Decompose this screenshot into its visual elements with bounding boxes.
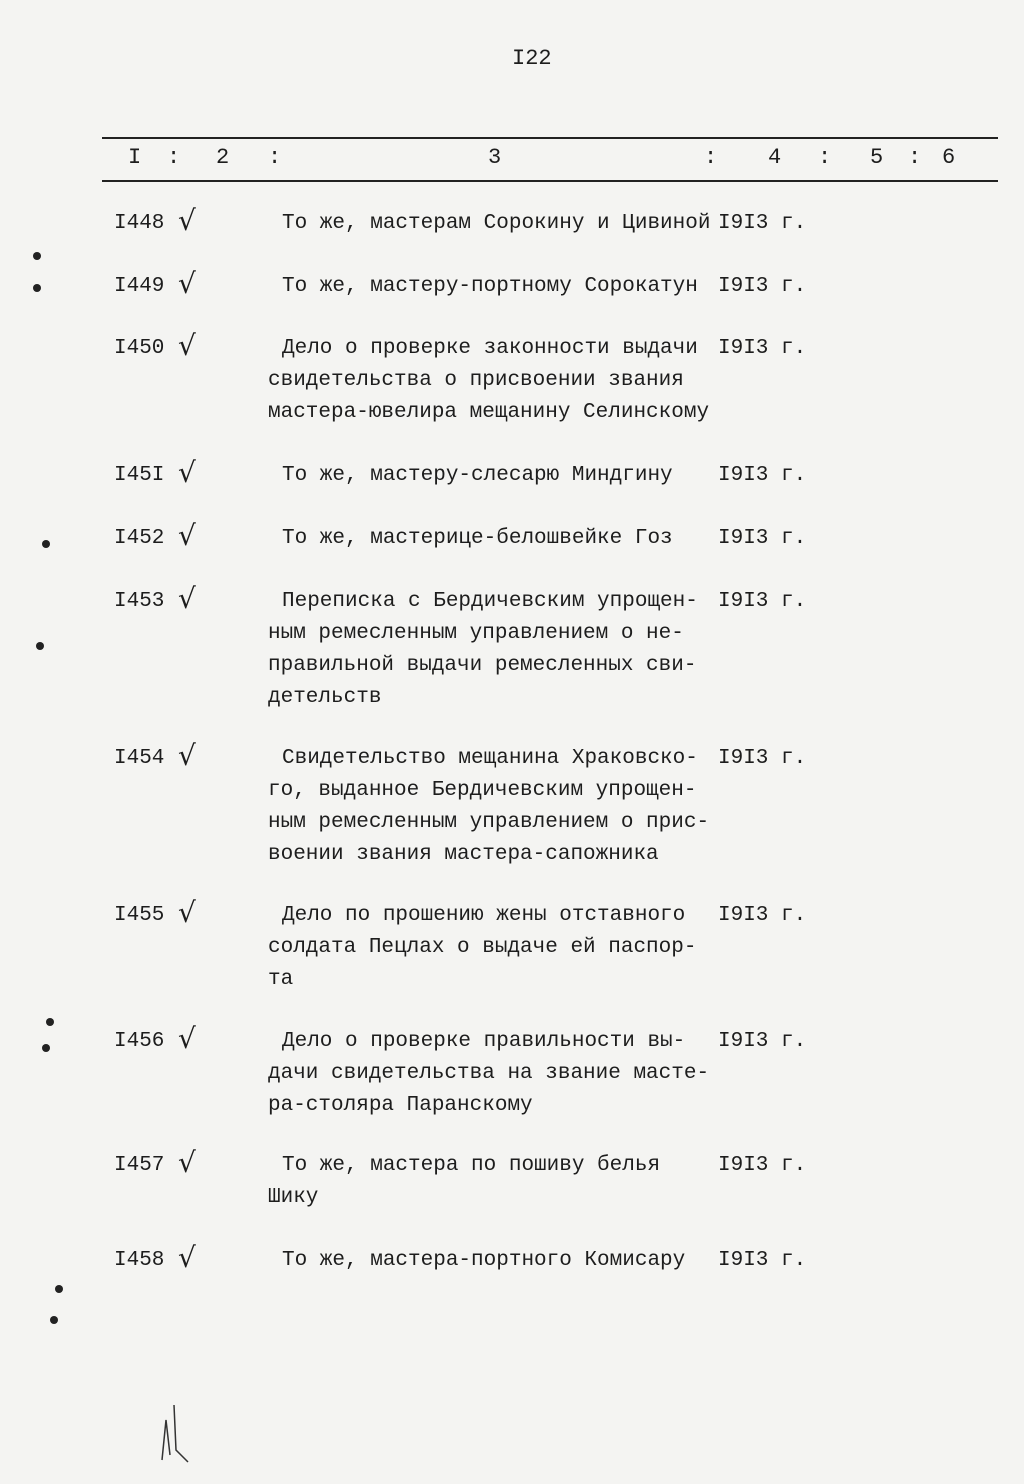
check-mark-icon: √ bbox=[178, 1241, 196, 1274]
check-mark-icon: √ bbox=[178, 329, 196, 362]
entry-number: I449 bbox=[114, 275, 165, 298]
entry-description-line: дачи свидетельства на звание масте- bbox=[268, 1062, 710, 1085]
page-number: I22 bbox=[512, 46, 552, 71]
entry-number: I456 bbox=[114, 1030, 165, 1053]
separator: : bbox=[704, 145, 718, 170]
check-mark-icon: √ bbox=[178, 896, 196, 929]
column-2-header: 2 bbox=[216, 145, 230, 170]
column-1-header: I bbox=[128, 145, 142, 170]
handwritten-mark bbox=[150, 1400, 200, 1470]
entry-description-line: ра-столяра Паранскому bbox=[268, 1094, 533, 1117]
entry-description-line: То же, мастера по пошиву белья bbox=[282, 1154, 661, 1177]
entry-description-line: ным ремесленным управлением о прис- bbox=[268, 811, 710, 834]
entry-description-line: То же, мастеру-портному Сорокатун bbox=[282, 275, 698, 298]
punch-hole-mark bbox=[42, 540, 50, 548]
check-mark-icon: √ bbox=[178, 1022, 196, 1055]
entry-description-line: детельств bbox=[268, 686, 382, 709]
entry-description-line: свидетельства о присвоении звания bbox=[268, 369, 684, 392]
column-6-header: 6 bbox=[942, 145, 956, 170]
punch-hole-mark bbox=[55, 1285, 63, 1293]
entry-description-line: Дело о проверке правильности вы- bbox=[282, 1030, 686, 1053]
check-mark-icon: √ bbox=[178, 519, 196, 552]
entry-year: I9I3 г. bbox=[718, 1030, 807, 1053]
header-top-rule bbox=[102, 137, 998, 139]
entry-year: I9I3 г. bbox=[718, 212, 807, 235]
check-mark-icon: √ bbox=[178, 739, 196, 772]
entry-description-line: Переписка с Бердичевским упрощен- bbox=[282, 590, 698, 613]
entry-description-line: То же, мастеру-слесарю Миндгину bbox=[282, 464, 673, 487]
entry-year: I9I3 г. bbox=[718, 904, 807, 927]
entry-description-line: Дело по прошению жены отставного bbox=[282, 904, 686, 927]
punch-hole-mark bbox=[50, 1316, 58, 1324]
entry-year: I9I3 г. bbox=[718, 464, 807, 487]
entry-year: I9I3 г. bbox=[718, 747, 807, 770]
entry-description-line: Дело о проверке законности выдачи bbox=[282, 337, 698, 360]
entry-description-line: солдата Пецлах о выдаче ей паспор- bbox=[268, 936, 697, 959]
entry-description-line: воении звания мастера-сапожника bbox=[268, 843, 659, 866]
header-bottom-rule bbox=[102, 180, 998, 182]
entry-year: I9I3 г. bbox=[718, 337, 807, 360]
entry-number: I45I bbox=[114, 464, 165, 487]
punch-hole-mark bbox=[36, 642, 44, 650]
check-mark-icon: √ bbox=[178, 582, 196, 615]
check-mark-icon: √ bbox=[178, 267, 196, 300]
entry-number: I452 bbox=[114, 527, 165, 550]
column-5-header: 5 bbox=[870, 145, 884, 170]
entry-number: I453 bbox=[114, 590, 165, 613]
punch-hole-mark bbox=[46, 1018, 54, 1026]
separator: : bbox=[818, 145, 832, 170]
separator: : bbox=[908, 145, 922, 170]
entry-description-line: правильной выдачи ремесленных сви- bbox=[268, 654, 697, 677]
entry-description-line: То же, мастерам Сорокину и Цивиной bbox=[282, 212, 711, 235]
entry-description-line: То же, мастерице-белошвейке Гоз bbox=[282, 527, 673, 550]
entry-description-line: То же, мастера-портного Комисару bbox=[282, 1249, 686, 1272]
entry-number: I455 bbox=[114, 904, 165, 927]
entry-description-line: ным ремесленным управлением о не- bbox=[268, 622, 684, 645]
separator: : bbox=[268, 145, 282, 170]
entry-description-line: Шику bbox=[268, 1186, 319, 1209]
check-mark-icon: √ bbox=[178, 204, 196, 237]
entry-number: I457 bbox=[114, 1154, 165, 1177]
entry-year: I9I3 г. bbox=[718, 1154, 807, 1177]
entry-number: I458 bbox=[114, 1249, 165, 1272]
separator: : bbox=[167, 145, 181, 170]
entry-description-line: мастера-ювелира мещанину Селинскому bbox=[268, 401, 710, 424]
entry-number: I450 bbox=[114, 337, 165, 360]
entry-description-line: та bbox=[268, 968, 294, 991]
entry-number: I448 bbox=[114, 212, 165, 235]
column-3-header: 3 bbox=[488, 145, 502, 170]
entry-year: I9I3 г. bbox=[718, 527, 807, 550]
punch-hole-mark bbox=[33, 284, 41, 292]
punch-hole-mark bbox=[33, 252, 41, 260]
check-mark-icon: √ bbox=[178, 1146, 196, 1179]
entry-year: I9I3 г. bbox=[718, 275, 807, 298]
entry-year: I9I3 г. bbox=[718, 590, 807, 613]
column-4-header: 4 bbox=[768, 145, 782, 170]
punch-hole-mark bbox=[42, 1044, 50, 1052]
entry-number: I454 bbox=[114, 747, 165, 770]
entry-year: I9I3 г. bbox=[718, 1249, 807, 1272]
check-mark-icon: √ bbox=[178, 456, 196, 489]
entry-description-line: го, выданное Бердичевским упрощен- bbox=[268, 779, 697, 802]
entry-description-line: Свидетельство мещанина Храковско- bbox=[282, 747, 698, 770]
